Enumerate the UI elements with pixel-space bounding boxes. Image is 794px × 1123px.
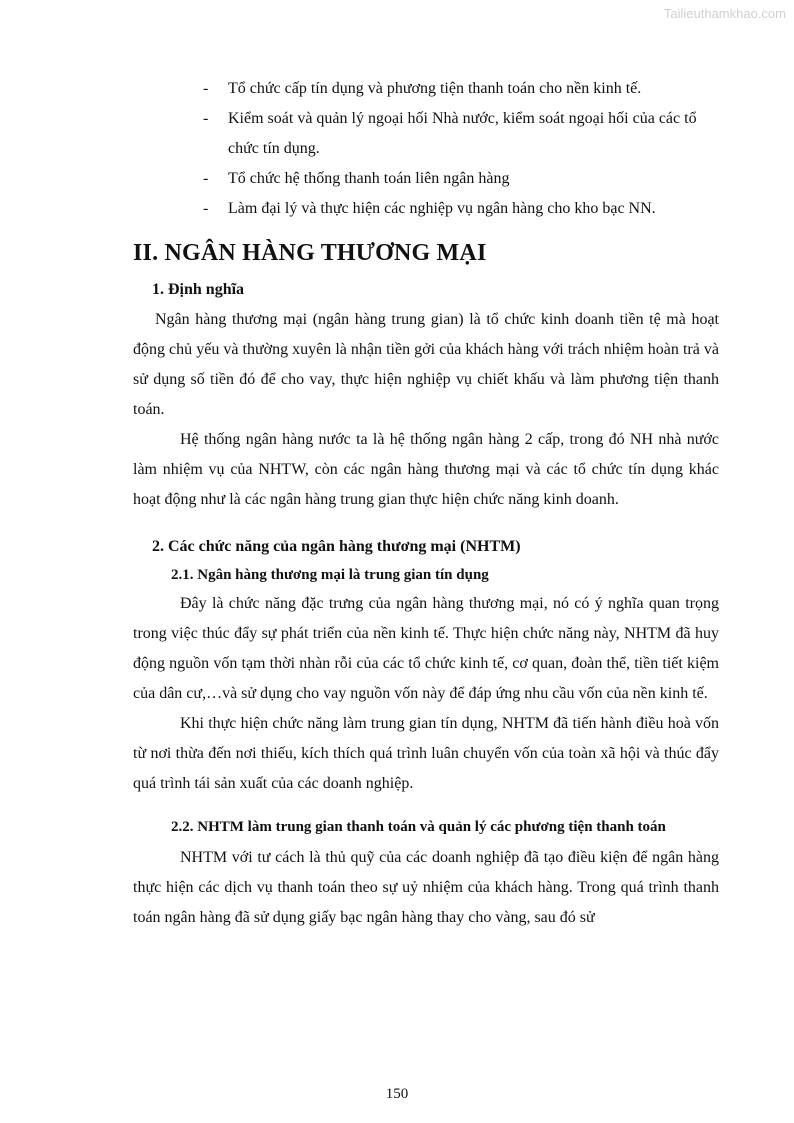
bullet-dash: - — [203, 110, 209, 127]
bullet-dash: - — [203, 200, 209, 217]
section-title: II. NGÂN HÀNG THƯƠNG MẠI — [133, 240, 487, 266]
list-item-text: Làm đại lý và thực hiện các nghiệp vụ ngân hàng cho kho bạc NN. — [228, 200, 656, 217]
credit-intermediary-paragraph-2: Khi thực hiện chức năng làm trung gian tín dụng, NHTM đã tiến hành điều hoà vốn từ nơi thừa đến nơi thiếu, kích thích quá trình luân chuyển vốn của toàn xã hội và thúc đẩy quá trình tái sản xuất của các doanh nghiệp. — [133, 715, 719, 792]
page-content — [133, 74, 719, 933]
payment-intermediary-paragraph: NHTM với tư cách là thủ quỹ của các doanh nghiệp đã tạo điều kiện để ngân hàng thực hiện các dịch vụ thanh toán theo sự uỷ nhiệm của khách hàng. Trong quá trình thanh toán ngân hàng đã sử dụng giấy bạc ngân hàng thay cho vàng, sau đó sử — [133, 849, 719, 926]
bullet-list — [133, 74, 719, 224]
bullet-dash: - — [203, 170, 209, 187]
banking-system-paragraph: Hệ thống ngân hàng nước ta là hệ thống ngân hàng 2 cấp, trong đó NH nhà nước làm nhiệm vụ của NHTW, còn các ngân hàng thương mại và các tổ chức tín dụng khác hoạt động như là các ngân hàng trung gian thực hiện chức năng kinh doanh. — [133, 431, 719, 508]
list-item — [133, 104, 719, 164]
page-number: 150 — [385, 1086, 409, 1102]
credit-intermediary-paragraph: Đây là chức năng đặc trưng của ngân hàng thương mại, nó có ý nghĩa quan trọng trong việc thúc đẩy sự phát triển của nền kinh tế. Thực hiện chức năng này, NHTM đã huy động nguồn vốn tạm thời nhàn rỗi của các tổ chức kinh tế, cơ quan, đoàn thể, tiền tiết kiệm của dân cư,…và sử dụng cho vay nguồn vốn này để đáp ứng nhu cầu vốn của nền kinh tế. — [133, 595, 719, 702]
list-item-text: Tổ chức hệ thống thanh toán liên ngân hàng — [228, 170, 510, 187]
definition-heading: 1. Định nghĩa — [152, 281, 245, 298]
functions-heading: 2. Các chức năng của ngân hàng thương mại (NHTM) — [152, 538, 521, 555]
definition-paragraph: Ngân hàng thương mại (ngân hàng trung gian) là tổ chức kinh doanh tiền tệ mà hoạt động chủ yếu và thường xuyên là nhận tiền gởi của khách hàng với trách nhiệm hoàn trả và sử dụng số tiền đó để cho vay, thực hiện nghiệp vụ chiết khấu và làm phương tiện thanh toán. — [133, 311, 719, 418]
list-item — [133, 74, 719, 104]
list-item-text: Tổ chức cấp tín dụng và phương tiện thanh toán cho nền kinh tế. — [228, 80, 642, 97]
bullet-dash: - — [203, 80, 209, 97]
credit-intermediary-heading: 2.1. Ngân hàng thương mại là trung gian tín dụng — [171, 567, 489, 583]
list-item — [133, 164, 719, 194]
list-item-text: Kiểm soát và quản lý ngoại hối Nhà nước, kiểm soát ngoại hối của các tổ chức tín dụng. — [228, 110, 697, 157]
payment-intermediary-heading: 2.2. NHTM làm trung gian thanh toán và quản lý các phương tiện thanh toán — [171, 819, 666, 835]
watermark: Tailieuthamkhao.com — [663, 6, 786, 21]
list-item — [133, 194, 719, 224]
